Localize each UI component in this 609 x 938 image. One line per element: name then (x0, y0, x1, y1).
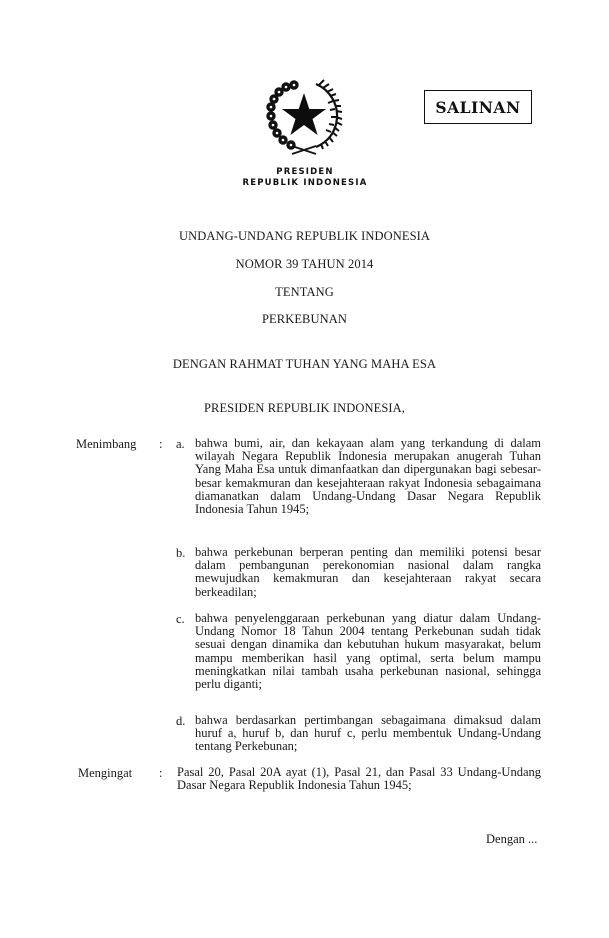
consideration-item-a: bahwa bumi, air, dan kekayaan alam yang terkandung di dalam wilayah Negara Republik Indonesia merupakan anugerah Tuhan Yang Maha Esa untuk dimanfaatkan dan dipergunakan bagi sebesar-besar kemakmuran dan kesejahteraan rakyat Indonesia sebagaimana diamanatkan dalam Undang-Undang Dasar Negara Republik Indonesia Tahun 1945; (195, 436, 541, 517)
invocation: DENGAN RAHMAT TUHAN YANG MAHA ESA (172, 357, 437, 371)
consideration-item-c: bahwa penyelenggaraan perkebunan yang diatur dalam Undang-Undang Nomor 18 Tahun 2004 tentang Perkebunan sudah tidak sesuai dengan dinamika dan kebutuhan hukum masyarakat, belum mampu memberikan hasil yang optimal, serta belum mampu meningkatkan nilai tambah usaha perkebunan nasional, sehingga perlu diganti; (195, 611, 541, 692)
page-continuation: Dengan ... (486, 832, 538, 846)
menimbang-label: Menimbang (76, 437, 137, 451)
consideration-item-d: bahwa berdasarkan pertimbangan sebagaimana dimaksud dalam huruf a, huruf b, dan huruf c, perlu membentuk Undang-Undang tentang Perkebunan; (195, 713, 541, 754)
mengingat-label: Mengingat (78, 766, 133, 780)
issuer: PRESIDEN REPUBLIK INDONESIA, (203, 401, 406, 415)
menimbang-colon: : (159, 437, 163, 451)
mengingat-text: Pasal 20, Pasal 20A ayat (1), Pasal 21, dan Pasal 33 Undang-Undang Dasar Negara Republik Indonesia Tahun 1945; (177, 765, 541, 793)
item-letter-b: b. (176, 546, 186, 560)
item-letter-c: c. (176, 612, 185, 626)
office-label-presiden: PRESIDEN (276, 167, 334, 177)
office-label-republik: REPUBLIK INDONESIA (242, 178, 368, 188)
consideration-item-b: bahwa perkebunan berperan penting dan memiliki potensi besar dalam pembangunan perekonomian nasional dalam rangka mewujudkan kemakmuran dan kesejahteraan rakyat secara berkeadilan; (195, 545, 541, 599)
mengingat-colon: : (159, 766, 163, 780)
law-tentang: TENTANG (275, 285, 334, 299)
presidential-emblem-icon (264, 76, 344, 158)
salinan-stamp: SALINAN (424, 90, 532, 124)
item-letter-d: d. (176, 714, 186, 728)
law-subject: PERKEBUNAN (261, 312, 348, 326)
law-title: UNDANG-UNDANG REPUBLIK INDONESIA (178, 229, 431, 243)
item-letter-a: a. (176, 437, 185, 451)
law-number: NOMOR 39 TAHUN 2014 (235, 257, 374, 271)
